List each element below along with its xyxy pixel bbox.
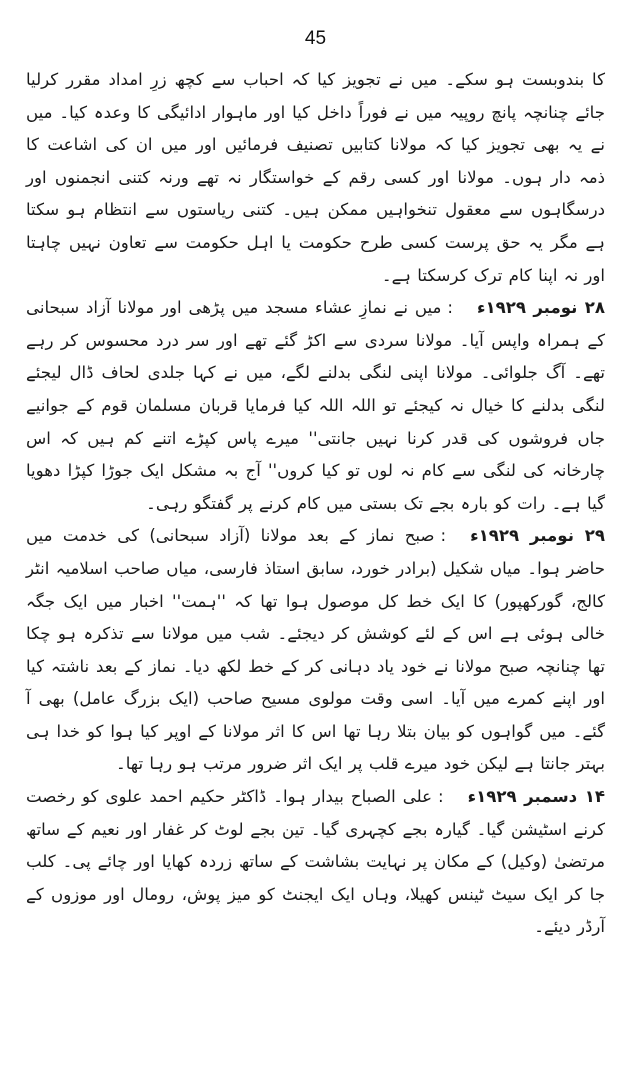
entry-text: صبح نماز کے بعد مولانا (آزاد سبحانی) کی خدمت میں حاضر ہوا۔ میاں شکیل (برادر خورد، سابق استاذ فارسی، میاں صاحب اسلامیہ انٹر کالج، گورکھپور) کا ایک خط کل موصول ہوا تھا کہ ''ہمت'' اخبار میں ایک جگہ خالی ہوئی ہے اس کے لئے کوشش کر دیجئے۔ شب میں مولانا سے تذکرہ ہو چکا تھا چنانچہ صبح مولانا نے خود یاد دہانی کر کے خط لکھ دیا۔ نماز کے بعد ناشتہ کیا اور اپنے کمرے میں آیا۔ اسی وقت مولوی مسیح صاحب (ایک بزرگ عامل) بھی آ گئے۔ میں گواہوں کو بیان بتلا رہا تھا اس کا اثر مولانا کے اوپر کیا ہوا کو خدا ہی بہتر جانتا ہے لیکن خود میرے قلب پر ایک اثر ضرور مرتب ہو رہا تھا۔: [26, 526, 605, 774]
entry-text: علی الصباح بیدار ہوا۔ ڈاکٹر حکیم احمد علوی کو رخصت کرنے اسٹیشن گیا۔ گیارہ بجے کچہری گیا۔ تین بجے لوٹ کر غفار اور نعیم کے ساتھ مرتضیٰ (وکیل) کے مکان پر نہایت بشاشت کے ساتھ زردہ کھایا اور چائے پی۔ کلب جا کر ایک سیٹ ٹینس کھیلا، وہاں ایک ایجنٹ کو میز پوش، رومال اور موزوں کے آرڈر دیئے۔: [26, 787, 605, 937]
entry-date: ۱۴ دسمبر ۱۹۲۹ء: [467, 787, 605, 807]
intro-paragraph: کا بندوبست ہو سکے۔ میں نے تجویز کیا کہ احباب سے کچھ زرِ امداد مقرر کرلیا جائے چنانچہ پانچ روپیہ میں نے فوراً داخل کیا اور ماہوار ادائیگی کا وعدہ کیا۔ میں نے یہ بھی تجویز کیا کہ مولانا کتابیں تصنیف فرمائیں اور میں ان کی اشاعت کا ذمہ دار ہوں۔ مولانا اور کسی رقم کے خواستگار نہ تھے ورنہ کتنی انجمنوں اور درسگاہوں سے معقول تنخواہیں ممکن ہیں۔ کتنی ریاستوں سے انتظام ہو سکتا ہے مگر یہ حق پرست کسی طرح حکومت یا اہل حکومت سے تعاون نہیں چاہتا اور نہ اپنا کام ترک کرسکتا ہے۔: [26, 70, 605, 285]
entry-separator: :: [440, 526, 447, 546]
diary-entry-dec-14: [26, 781, 605, 944]
diary-entry-nov-28: [26, 292, 605, 520]
entry-separator: :: [438, 787, 444, 807]
entry-separator: :: [447, 298, 453, 318]
entry-text: میں نے نمازِ عشاء مسجد میں پڑھی اور مولانا آزاد سبحانی کے ہمراہ واپس آیا۔ مولانا سردی سے اکڑ گئے تھے اور سر درد محسوس کر رہے تھے۔ آگ جلوائی۔ مولانا اپنی لنگی بدلنے لگے، میں نے کہا جلدی لحاف ڈال لیجئے لنگی بدلنے کا خیال نہ کیجئے تو اللہ اللہ کیا فرمایا قربان مسلمان قوم کے جوانیے جاں فروشوں کی قدر کرنا نہیں جانتی'' میرے پاس کپڑے اتنے کم ہیں کہ اس چارخانہ کی لنگی سے کام نہ لوں تو کیا کروں'' آج بہ مشکل ایک جوڑا کپڑا دھویا گیا ہے۔ رات کو بارہ بجے تک بستی میں کام کرنے پر گفتگو رہی۔: [26, 298, 605, 513]
page-number: 45: [304, 28, 327, 49]
entry-date: ۲۹ نومبر ۱۹۲۹ء: [470, 526, 605, 546]
diary-entry-nov-29: [26, 520, 605, 781]
page-body: [26, 64, 605, 944]
entry-date: ۲۸ نومبر ۱۹۲۹ء: [476, 298, 605, 318]
